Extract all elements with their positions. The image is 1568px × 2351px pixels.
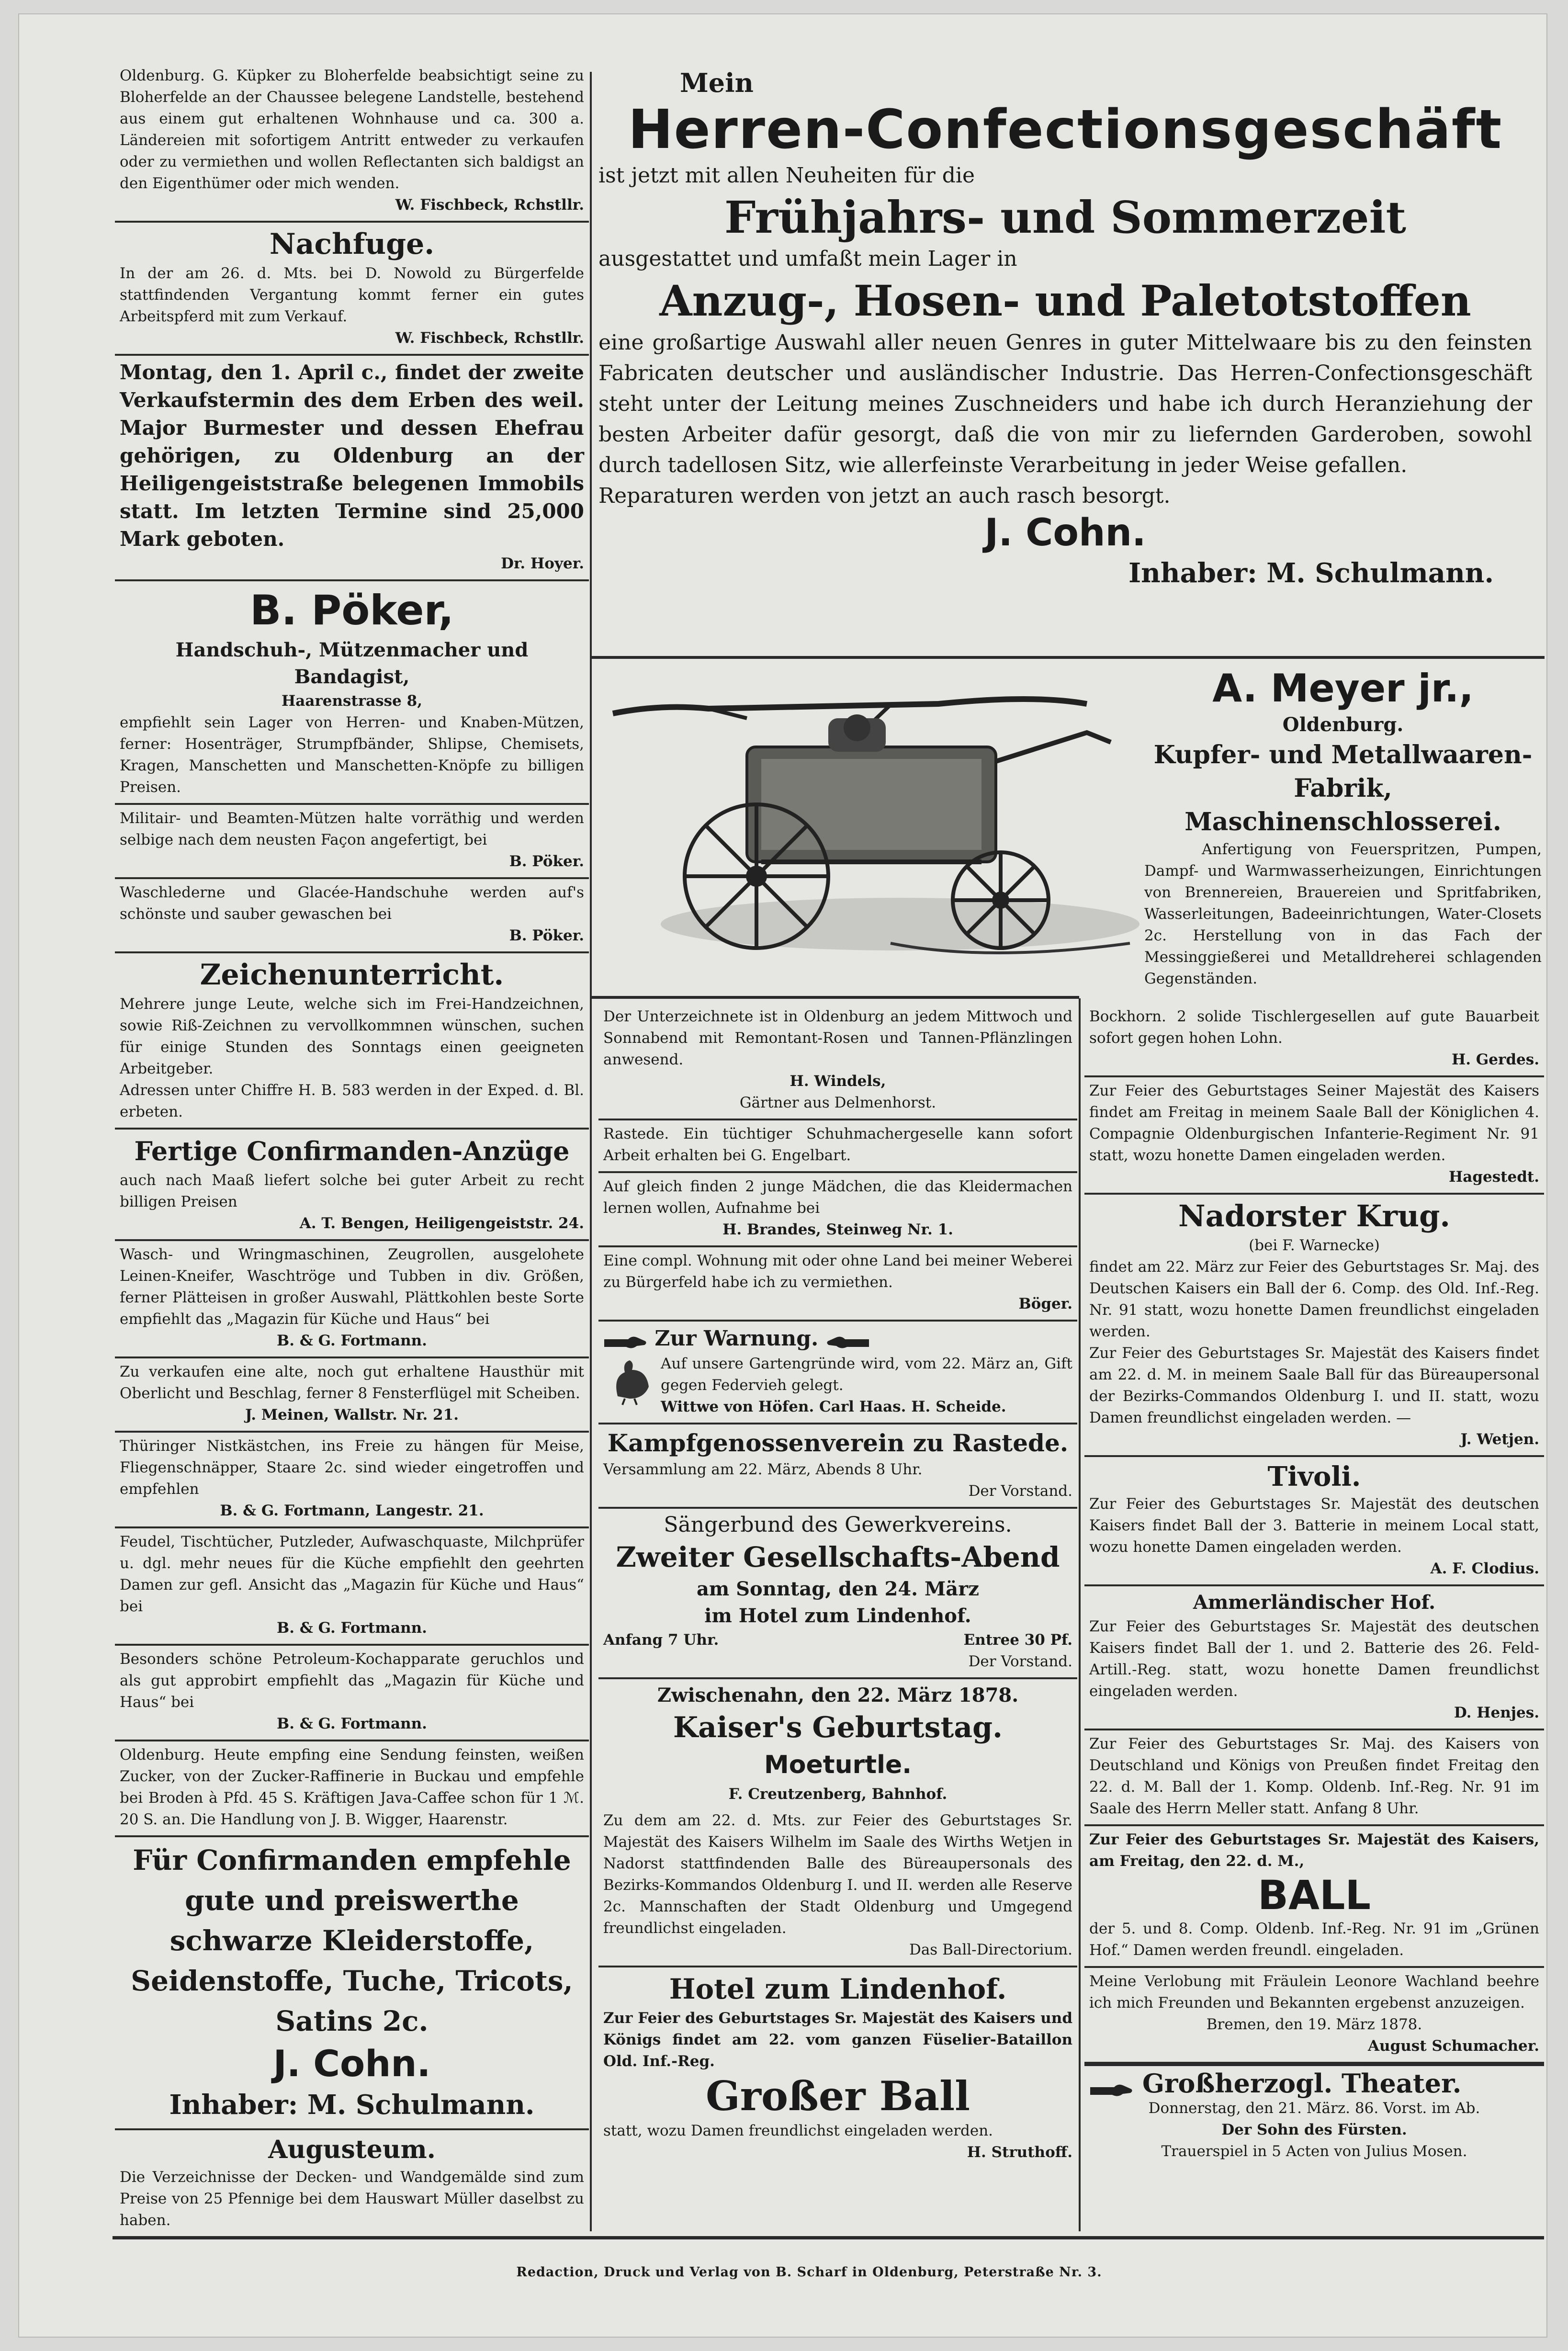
- ad-title: Kampfgenossenverein zu Rastede.: [607, 1429, 1069, 1457]
- ad-signature: A. T. Bengen, Heiligengeiststr. 24.: [299, 1215, 584, 1232]
- ad-trade: Handschuh-, Mützenmacher und Bandagist,: [175, 639, 529, 688]
- ad-poeker-handschuhe: [115, 879, 589, 953]
- ad-entree: Entree 30 Pf.: [963, 1631, 1072, 1649]
- ad-title: Herren-Confectionsgeschäft: [628, 99, 1503, 161]
- column-rule-left: [590, 72, 592, 2231]
- ad-text: Der Unterzeichnete ist in Oldenburg an jedem Mittwoch und Sonnabend mit Remontant-Rosen und Tannen-Pflänzlingen anwesend.: [603, 1008, 1072, 1068]
- ad-signature: J. Meinen, Wallstr. Nr. 21.: [245, 1406, 459, 1424]
- ad-title-2: Zweiter Gesellschafts-Abend: [616, 1541, 1060, 1573]
- ad-text: Zur Feier des Geburtstages Sr. Majestät des deutschen Kaisers findet Ball der 3. Batterie in meinem Local statt, wozu honette Damen eingeladen werden.: [1089, 1495, 1539, 1556]
- ad-text: Die Verzeichnisse der Decken- und Wandgemälde sind zum Preise von 25 Pfennige bei dem Hauswart Müller daselbst zu haben.: [120, 2169, 584, 2229]
- ad-poeker: [115, 581, 589, 805]
- ad-signature: August Schumacher.: [1367, 2037, 1539, 2055]
- ad-place-date: Bremen, den 19. März 1878.: [1206, 2016, 1422, 2033]
- ad-text: Mehrere junge Leute, welche sich im Frei-Handzeichnen, sowie Riß-Zeichnen zu vervollkommnen wünschen, suchen für einige Stunden des Sonntags einen geeigneten Arbeitgeber.: [120, 995, 584, 1077]
- ad-signature: Das Ball-Directorium.: [909, 1941, 1072, 1958]
- ad-owner: Inhaber: M. Schulmann.: [169, 2089, 535, 2121]
- ad-text-2: statt, wozu Damen freundlichst eingeladen werden.: [603, 2122, 993, 2139]
- ad-nadorster-krug: [1084, 1195, 1544, 1457]
- ad-season: Frühjahrs- und Sommerzeit: [724, 192, 1407, 243]
- ad-signature: H. Windels,: [790, 1073, 886, 1090]
- ad-text: Montag, den 1. April c., findet der zweite Verkaufstermin des dem Erben des weil. Major Burmester und dessen Ehefrau gehörigen, zu Oldenburg an der Heiligengeiststraße belegenen Immobils statt. Im letzten Termine sind 25,000 Mark geboten.: [120, 361, 584, 551]
- ad-lindenhof: [598, 1967, 1077, 2168]
- ad-kuepker: [115, 62, 589, 223]
- ad-text: Auf unsere Gartengründe wird, vom 22. März an, Gift gegen Federvieh gelegt.: [661, 1355, 1072, 1394]
- ad-host: F. Creutzenberg, Bahnhof.: [728, 1786, 948, 1803]
- ad-text-2: Zur Feier des Geburtstages Sr. Majestät des Kaisers findet am 22. d. M. in meinem Saale Ball für das Büreaupersonal der Bezirks-Commandos Oldenburg I. und II. statt, wozu Damen freundlichst eingeladen werden. —: [1089, 1345, 1539, 1426]
- fire-engine-engraving: [603, 675, 1139, 982]
- ad-signature: J. Wetjen.: [1460, 1431, 1539, 1448]
- ad-trade: Kupfer- und Metallwaaren-Fabrik, Maschinenschlosserei.: [1153, 740, 1533, 836]
- ad-poeker-muetzen: [115, 805, 589, 879]
- ad-subtitle: (bei F. Warnecke): [1249, 1237, 1380, 1254]
- ad-meinen: [115, 1358, 589, 1433]
- ad-saengerbund: [598, 1509, 1077, 1679]
- ad-signature: H. Struthoff.: [967, 2144, 1072, 2161]
- pointing-hand-icon: [826, 1331, 870, 1350]
- ad-kampfgenossen: [598, 1424, 1077, 1509]
- left-column: [115, 62, 589, 2236]
- ad-hagestedt: [1084, 1077, 1544, 1195]
- ad-title: Ammerländischer Hof.: [1193, 1591, 1436, 1614]
- ad-signature: H. Brandes, Steinweg Nr. 1.: [722, 1221, 953, 1238]
- ad-city: Oldenburg.: [1282, 713, 1404, 736]
- top-ad-rule: [592, 656, 1545, 659]
- middle-column: [598, 1003, 1077, 2168]
- ad-text: Rastede. Ein tüchtiger Schuhmachergeselle kann sofort Arbeit erhalten bei G. Engelbart.: [603, 1125, 1072, 1164]
- rooster-icon: [603, 1353, 661, 1418]
- ad-signature: Der Vorstand.: [968, 1482, 1072, 1500]
- ad-text: Zur Feier des Geburtstages Sr. Majestät des Kaisers und Königs findet am 22. vom ganzen Füselier-Bataillon Old. Inf.-Reg.: [603, 2010, 1072, 2070]
- ad-text: Wasch- und Wringmaschinen, Zeugrollen, ausgelohete Leinen-Kneifer, Waschtröge und Tubben in div. Größen, ferner Plätteisen in großer Auswahl, Plättkohlen beste Sorte empfiehlt das „Magazin für Küche und Haus“ bei: [120, 1246, 584, 1328]
- ad-title: Kaiser's Geburtstag.: [673, 1711, 1003, 1744]
- ad-text: Anfertigung von Feuerspritzen, Pumpen, Dampf- und Warmwasserheizungen, Einrichtungen von Brennereien, Brauereien und Spritfabriken, Wasserleitungen, Badeeinrichtungen, Water-Closets 2c. Herstellung von in das Fach der Messinggießerei und Metalldreherei schlagenden Gegenständen.: [1144, 841, 1542, 987]
- ad-title: Tivoli.: [1267, 1461, 1361, 1492]
- ad-signature-2: Gärtner aus Delmenhorst.: [739, 1094, 936, 1111]
- ad-fortmann-waschmaschinen: [115, 1241, 589, 1358]
- ad-fortmann-nistkaesten: [115, 1433, 589, 1528]
- ad-text-2: der 5. und 8. Comp. Oldenb. Inf.-Reg. Nr. 91 im „Grünen Hof.“ Damen werden freundl. eingeladen.: [1089, 1920, 1539, 1959]
- ad-place-date: Zwischenahn, den 22. März 1878.: [657, 1684, 1019, 1707]
- ad-gruener-hof: [1084, 1826, 1544, 1968]
- ad-title: Fertige Confirmanden-Anzüge: [134, 1136, 570, 1166]
- ad-fortmann-kochapparate: [115, 1646, 589, 1741]
- ad-signature: Hagestedt.: [1448, 1168, 1539, 1186]
- ad-text: Zu verkaufen eine alte, noch gut erhaltene Hausthür mit Oberlicht und Beschlag, ferner 8 Fensterflügel mit Scheiben.: [120, 1363, 584, 1402]
- ad-signature: H. Gerdes.: [1451, 1051, 1539, 1068]
- ad-name: A. Meyer jr.,: [1212, 666, 1474, 711]
- ad-text: Oldenburg. G. Küpker zu Bloherfelde beabsichtigt seine zu Bloherfelde an der Chaussee belegene Landstelle, bestehend aus einem gut erhaltenen Wohnhause und ca. 300 a. Ländereien mit sofortigem Antritt entweder zu verkaufen oder zu vermiethen und wollen Reflectanten sich baldigst an den Eigenthümer oder mich wenden.: [120, 67, 584, 192]
- ad-text: Oldenburg. Heute empfing eine Sendung feinsten, weißen Zucker, von der Zucker-Raffinerie in Buckau und empfehle bei Broden à Pfd. 45 S. Kräftigen Java-Caffee schon für 1 ℳ. 20 S. an. Die Handlung von J. B. Wigger, Haarenstr.: [120, 1746, 584, 1828]
- fire-engine-illustration: [603, 675, 1139, 982]
- ad-text: Waschlederne und Glacée-Handschuhe werden auf's schönste und sauber gewaschen bei: [120, 884, 584, 923]
- ad-start: Anfang 7 Uhr.: [603, 1631, 719, 1649]
- ad-cohn-confirmanden: [115, 1837, 589, 2130]
- ad-zwischenahn: [598, 1679, 1077, 1967]
- ad-signature: B. Pöker.: [509, 927, 584, 944]
- ad-line-2: Der Sohn des Fürsten.: [1221, 2121, 1407, 2138]
- newspaper-page: [19, 14, 1546, 2337]
- ad-signature: Wittwe von Höfen. Carl Haas. H. Scheide.: [661, 1398, 1006, 1415]
- imprint: Redaction, Druck und Verlag von B. Scharf in Oldenburg, Peterstraße Nr. 3.: [516, 2265, 1102, 2280]
- ad-text: Zur Feier des Geburtstages Seiner Majestät des Kaisers findet am Freitag in meinem Saale Ball der Königlichen 4. Compagnie Oldenburgischen Infanterie-Regiment Nr. 91 statt, wozu honette Damen eingeladen werden.: [1089, 1082, 1539, 1164]
- ad-augusteum: [115, 2130, 589, 2236]
- ad-ball: Großer Ball: [705, 2072, 970, 2120]
- ad-wigger: [115, 1741, 589, 1837]
- ad-bengen: [115, 1130, 589, 1241]
- ad-text-2: Adressen unter Chiffre H. B. 583 werden in der Exped. d. Bl. erbeten.: [120, 1082, 584, 1120]
- ad-brandes: [598, 1173, 1077, 1247]
- ad-verkaufstermin: [115, 356, 589, 581]
- ad-text: Zur Feier des Geburtstages Sr. Majestät des Kaisers, am Freitag, den 22. d. M.,: [1089, 1831, 1539, 1870]
- ad-title: Für Confirmanden empfehle gute und preiswerthe schwarze Kleiderstoffe, Seidenstoffe, Tuche, Tricots, Satins 2c.: [131, 1844, 573, 2037]
- ad-name: B. Pöker,: [250, 587, 454, 634]
- ad-signature: Böger.: [1018, 1295, 1072, 1312]
- ad-signature: B. & G. Fortmann.: [277, 1715, 427, 1732]
- ad-text: auch nach Maaß liefert solche bei guter Arbeit zu recht billigen Preisen: [120, 1172, 584, 1210]
- ad-line-1: ist jetzt mit allen Neuheiten für die: [598, 163, 975, 188]
- ad-stoffe: Anzug-, Hosen- und Paletotstoffen: [659, 276, 1471, 326]
- ad-title: Nachfuge.: [269, 227, 435, 261]
- ad-title: Zeichenunterricht.: [200, 958, 504, 992]
- ad-theater: [1084, 2066, 1544, 2167]
- ad-menu: Moeturtle.: [764, 1751, 912, 1779]
- ad-nachfuge: [115, 223, 589, 356]
- ad-text: Feudel, Tischtücher, Putzleder, Aufwaschquaste, Milchprüfer u. dgl. mehr neues für die Küche empfiehlt den geehrten Damen zur gefl. Ansicht das „Magazin für Küche und Haus“ bei: [120, 1533, 584, 1615]
- ad-ammerlaendischer-hof: [1084, 1586, 1544, 1730]
- ad-signature: B. Pöker.: [509, 853, 584, 870]
- ad-title: Sängerbund des Gewerkvereins.: [664, 1513, 1012, 1537]
- pointing-hand-icon: [1089, 2076, 1133, 2095]
- ad-name: J. Cohn.: [273, 2042, 431, 2085]
- ad-text: Bockhorn. 2 solide Tischlergesellen auf gute Bauarbeit sofort gegen hohen Lohn.: [1089, 1008, 1539, 1047]
- ad-text: In der am 26. d. Mts. bei D. Nowold zu Bürgerfelde stattfindenden Vergantung kommt ferner ein gutes Arbeitspferd mit zum Verkauf.: [120, 265, 584, 325]
- ad-title: Augusteum.: [268, 2135, 436, 2164]
- ad-text: findet am 22. März zur Feier des Geburtstages Sr. Maj. des Deutschen Kaisers ein Ball der 6. Comp. des Old. Inf.-Reg. Nr. 91 statt, wozu honette Damen freundlichst eingeladen werden.: [1089, 1258, 1539, 1340]
- ad-text: Zur Feier des Geburtstages Sr. Maj. des Kaisers von Deutschland und Königs von Preußen findet Freitag den 22. d. M. Ball der 1. Komp. Oldenb. Inf.-Reg. Nr. 91 im Saale des Herrn Meller statt. Anfang 8 Uhr.: [1089, 1735, 1539, 1817]
- ad-venue: im Hotel zum Lindenhof.: [704, 1605, 971, 1627]
- ad-text: Besonders schöne Petroleum-Kochapparate geruchlos und als gut approbirt empfiehlt das „Magazin für Küche und Haus“ bei: [120, 1650, 584, 1711]
- ad-text: Zu dem am 22. d. Mts. zur Feier des Geburtstages Sr. Majestät des Kaisers Wilhelm im Saale des Wirths Wetjen in Nadorst stattfindenden Balle des Büreaupersonals des Bezirks-Kommandos Oldenburg I. und II. werden alle Reserve 2c. Mannschaften der Stadt Oldenburg und Umgegend freundlichst eingeladen.: [603, 1812, 1072, 1937]
- ad-meller: [1084, 1730, 1544, 1826]
- ad-title: Großherzogl. Theater.: [1142, 2068, 1462, 2099]
- ad-line-2: ausgestattet und umfaßt mein Lager in: [598, 247, 1017, 271]
- ad-title: Nadorster Krug.: [1178, 1198, 1451, 1233]
- ad-signature: A. F. Clodius.: [1430, 1560, 1539, 1577]
- ad-signature: Der Vorstand.: [968, 1653, 1072, 1670]
- ad-signature: W. Fischbeck, Rchstllr.: [395, 329, 584, 347]
- ad-date: am Sonntag, den 24. März: [696, 1578, 980, 1600]
- column-rule-right: [1079, 998, 1081, 2231]
- ad-signature: Dr. Hoyer.: [501, 555, 584, 572]
- ad-ball: BALL: [1257, 1872, 1371, 1919]
- ad-signature: B. & G. Fortmann.: [277, 1332, 427, 1349]
- ad-title: Zur Warnung.: [654, 1326, 819, 1351]
- ad-signature: D. Henjes.: [1454, 1704, 1539, 1721]
- ad-title: Hotel zum Lindenhof.: [669, 1973, 1007, 2005]
- ad-body: eine großartige Auswahl aller neuen Genres in guter Mittelwaare bis zu den feinsten Fabricaten deutscher und ausländischer Industrie. Das Herren-Confectionsgeschäft steht unter der Leitung meines Zuschneiders und habe ich durch Heranziehung der besten Arbeiter dafür gesorgt, daß die von mir zu liefernden Garderoben, sowohl durch tadellosen Sitz, wie allerfeinste Verarbeitung in jeder Weise gefallen.: [598, 330, 1532, 477]
- ad-text: Meine Verlobung mit Fräulein Leonore Wachland beehre ich mich Freunden und Bekannten ergebenst anzuzeigen.: [1089, 1973, 1539, 2012]
- ad-repair: Reparaturen werden von jetzt an auch rasch besorgt.: [598, 484, 1171, 508]
- ad-meyer: [1144, 666, 1542, 990]
- ad-zeichenunterricht: [115, 953, 589, 1130]
- ad-text: Eine compl. Wohnung mit oder ohne Land bei meiner Weberei zu Bürgerfeld habe ich zu vermiethen.: [603, 1252, 1072, 1291]
- ad-text: Auf gleich finden 2 junge Mädchen, die das Kleidermachen lernen wollen, Aufnahme bei: [603, 1178, 1072, 1217]
- pointing-hand-icon: [603, 1331, 647, 1350]
- ad-text: empfiehlt sein Lager von Herren- und Knaben-Mützen, ferner: Hosenträger, Strumpfbänder, Shlipse, Chemisets, Kragen, Manschetten und Manschetten-Knöpfe zu billigen Preisen.: [120, 714, 584, 796]
- ad-gerdes: [1084, 1003, 1544, 1077]
- right-column: [1084, 1003, 1544, 2167]
- ad-text: Militair- und Beamten-Mützen halte vorräthig und werden selbige nach dem neusten Façon angefertigt, bei: [120, 810, 584, 848]
- ad-tivoli: [1084, 1457, 1544, 1586]
- ad-signature: B. & G. Fortmann, Langestr. 21.: [220, 1502, 484, 1519]
- ad-text: Versammlung am 22. März, Abends 8 Uhr.: [603, 1461, 923, 1478]
- ad-signature: W. Fischbeck, Rchstllr.: [395, 196, 584, 214]
- ad-owner: Inhaber: M. Schulmann.: [1128, 557, 1494, 589]
- ad-fortmann-feudel: [115, 1528, 589, 1646]
- ad-mein: Mein: [680, 68, 754, 98]
- ad-engelbart: [598, 1120, 1077, 1173]
- ad-line-1: Donnerstag, den 21. März. 86. Vorst. im Ab.: [1148, 2100, 1480, 2117]
- ad-address: Haarenstrasse 8,: [281, 692, 423, 710]
- ad-verlobung: [1084, 1968, 1544, 2066]
- ad-line-3: Trauerspiel in 5 Acten von Julius Mosen.: [1161, 2143, 1467, 2160]
- ad-name: J. Cohn.: [984, 511, 1146, 554]
- ad-boeger: [598, 1247, 1077, 1322]
- ad-signature: B. & G. Fortmann.: [277, 1619, 427, 1637]
- ad-windels: [598, 1003, 1077, 1120]
- cohn-main-ad: [598, 67, 1532, 592]
- engraving-rule: [592, 996, 1079, 999]
- ad-text: Zur Feier des Geburtstages Sr. Majestät des deutschen Kaisers findet Ball der 1. und 2. Batterie des 26. Feld-Artill.-Reg. statt, wozu honette Damen freundlichst eingeladen werden.: [1089, 1618, 1539, 1700]
- bottom-rule: [113, 2236, 1544, 2239]
- ad-warnung: [598, 1322, 1077, 1424]
- ad-text: Thüringer Nistkästchen, ins Freie zu hängen für Meise, Fliegenschnäpper, Staare 2c. sind wieder eingetroffen und empfehlen: [120, 1437, 584, 1498]
